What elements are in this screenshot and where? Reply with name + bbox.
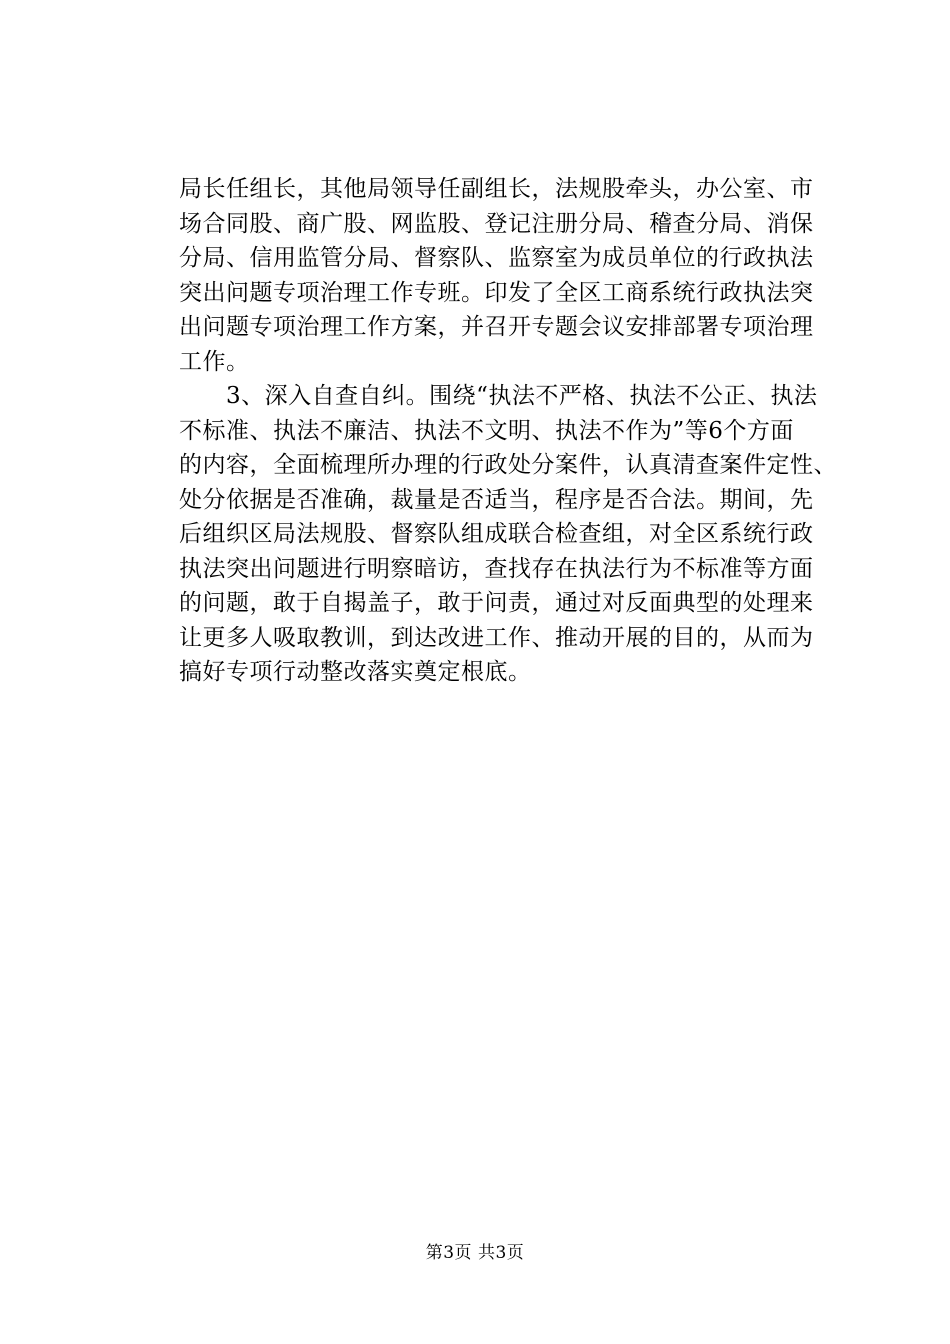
text-line: 3、深入自查自纠。围绕“执法不严格、执法不公正、执法 — [179, 383, 818, 409]
text-line: 执法突出问题进行明察暗访，查找存在执法行为不标准等方面 — [179, 555, 814, 582]
text-line: 突出问题专项治理工作专班。印发了全区工商系统行政执法突 — [179, 279, 814, 306]
text-line: 局长任组长，其他局领导任副组长，法规股牵头，办公室、市 — [179, 176, 814, 202]
text-line: 处分依据是否准确，裁量是否适当，程序是否合法。期间，先 — [179, 486, 814, 513]
text-line: 搞好专项行动整改落实奠定根底。 — [179, 659, 532, 685]
text-line: 的问题，敢于自揭盖子，敢于问责，通过对反面典型的处理来 — [179, 590, 814, 616]
text-line: 不标准、执法不廉洁、执法不文明、执法不作为”等6个方面 — [179, 417, 794, 444]
body-text — [179, 172, 837, 690]
text-line: 场合同股、商广股、网监股、登记注册分局、稽查分局、消保 — [179, 210, 814, 237]
text-line: 工作。 — [179, 348, 250, 375]
text-line: 后组织区局法规股、督察队组成联合检查组，对全区系统行政 — [179, 521, 814, 547]
page-footer: 第3页 共3页 — [425, 1243, 525, 1263]
text-line: 的内容，全面梳理所办理的行政处分案件，认真清查案件定性、 — [179, 452, 837, 478]
text-line: 让更多人吸取教训，到达改进工作、推动开展的目的，从而为 — [179, 624, 814, 651]
text-line: 出问题专项治理工作方案，并召开专题会议安排部署专项治理 — [179, 314, 814, 340]
text-line: 分局、信用监管分局、督察队、监察室为成员单位的行政执法 — [179, 245, 814, 271]
